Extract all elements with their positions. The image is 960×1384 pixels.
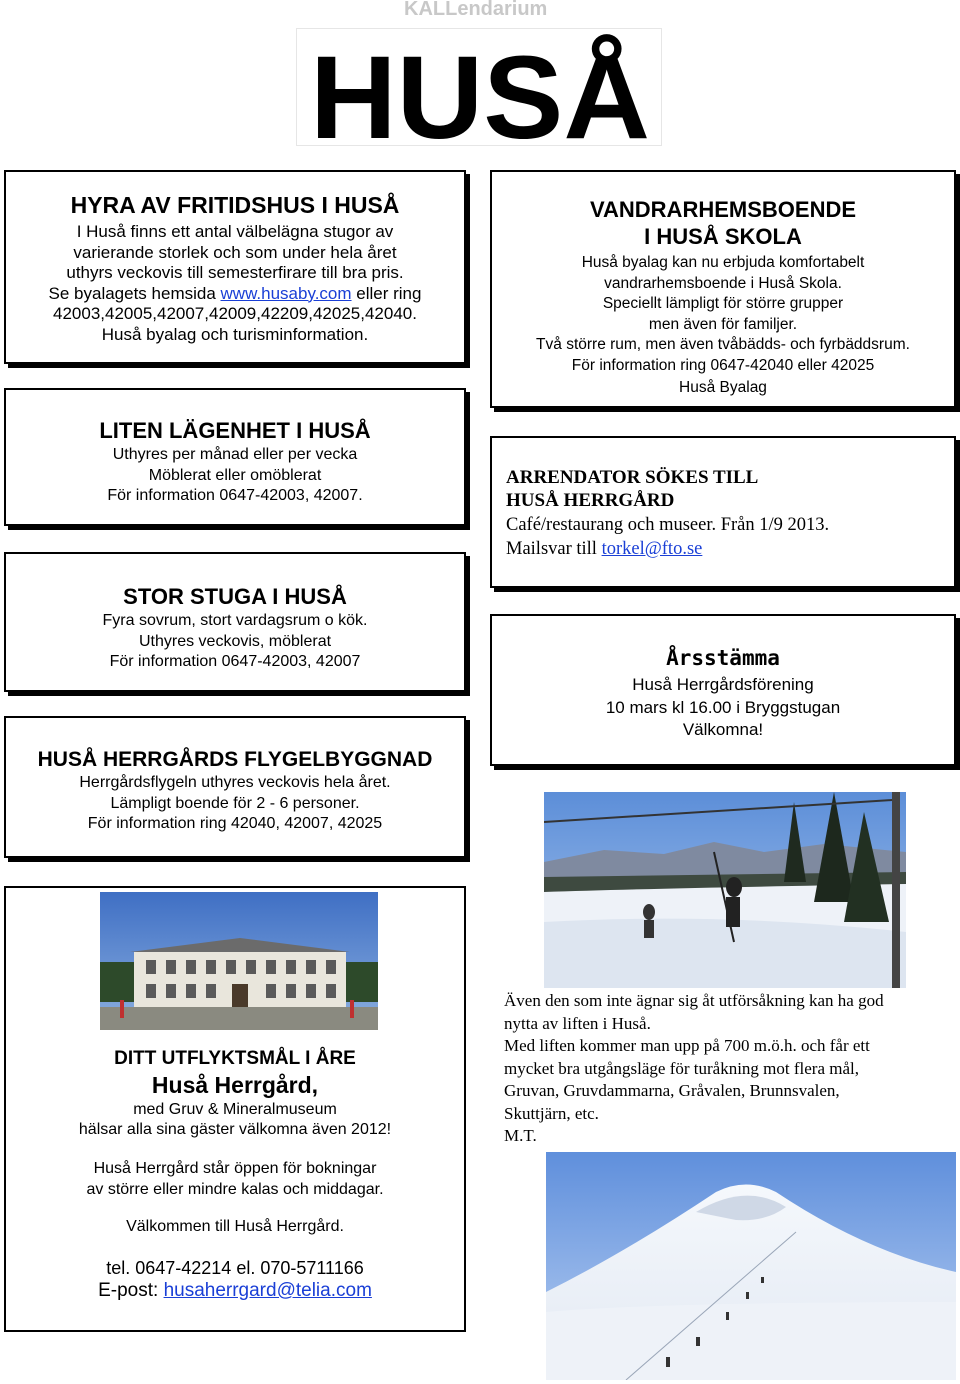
hyra-box <box>4 170 466 364</box>
torkel-email-link[interactable]: torkel@fto.se <box>601 539 703 559</box>
arsstamma-title: Årsstämma <box>666 646 780 670</box>
herrgard-line4: av större eller mindre kalas och middagar. <box>86 1181 384 1198</box>
herrgard-name: Huså Herrgård, <box>151 1072 319 1098</box>
herrgard-line2: hälsar alla sina gäster välkomna även 2012! <box>78 1121 392 1138</box>
hyra-line6: Huså byalag och turisminformation. <box>101 324 369 344</box>
vandrar-line7: Huså Byalag <box>679 379 767 396</box>
arsstamma-line3: Välkomna! <box>682 720 764 739</box>
ski-text <box>504 990 884 1148</box>
liten-line3: För information 0647-42003, 42007. <box>107 487 363 504</box>
hyra-line4-text: Se byalagets hemsida <box>48 283 221 303</box>
ski-line3: Med liften kommer man upp på 700 m.ö.h. och får ett <box>504 1036 870 1055</box>
vandrar-title1: VANDRARHEMSBOENDE <box>589 197 857 222</box>
ski-line7: M.T. <box>504 1126 537 1145</box>
husaby-com-link[interactable]: com <box>319 283 352 303</box>
hyra-line2: varierande storlek och som under hela året <box>73 242 397 262</box>
flygel-line2: Lämpligt boende för 2 - 6 personer. <box>110 794 360 812</box>
herrgard-line1: med Gruv & Mineralmuseum <box>133 1101 337 1118</box>
ski-line5: Gruvan, Gruvdammarna, Gråvalen, Brunnsvalen, <box>504 1081 840 1100</box>
header-label: KALLendarium <box>404 0 548 20</box>
husa-logo <box>300 30 660 150</box>
liten-line2: Möblerat eller omöblerat <box>148 466 322 484</box>
vandrar-line5: Två större rum, men även tvåbädds- och fyrbäddsrum. <box>536 336 910 353</box>
mountain-photo <box>546 1152 956 1380</box>
hyra-title: HYRA AV FRITIDSHUS I HUSÅ <box>70 192 400 218</box>
herrgard-email-label: E-post: <box>98 1280 164 1301</box>
stuga-box <box>4 552 466 692</box>
stuga-line3: För information 0647-42003, 42007 <box>109 653 361 670</box>
hyra-line4 <box>6 284 464 305</box>
herrgard-line3: Huså Herrgård står öppen för bokningar <box>93 1160 377 1177</box>
hyra-line3: uthyrs veckovis till semesterfirare till bra pris. <box>66 263 404 282</box>
arrendator-line1: Café/restaurang och museer. Från 1/9 2013. <box>506 515 830 535</box>
ski-line1: Även den som inte ägnar sig åt utförsåkning kan ha god <box>504 991 884 1010</box>
hyra-line5: 42003,42005,42007,42009,42209,42025,42040. <box>53 304 417 323</box>
liten-line1: Uthyres per månad eller per vecka <box>112 446 358 463</box>
hyra-line1: I Huså finns ett antal välbelägna stugor av <box>76 222 394 241</box>
herrgard-email <box>6 1280 464 1302</box>
herrgard-tel: tel. 0647-42214 el. 070-5711166 <box>106 1258 364 1278</box>
flygel-line1: Herrgårdsflygeln uthyres veckovis hela året. <box>79 774 391 791</box>
arrendator-box <box>490 436 956 588</box>
vandrar-line6: För information ring 0647-42040 eller 42025 <box>571 356 875 374</box>
stuga-line2: Uthyres veckovis, möblerat <box>138 632 332 650</box>
husaby-link[interactable]: www.husaby. <box>220 283 320 303</box>
arrendator-line2 <box>506 537 954 561</box>
flygel-box <box>4 716 466 858</box>
stuga-title: STOR STUGA I HUSÅ <box>123 584 347 609</box>
ski-line6: Skuttjärn, etc. <box>504 1103 599 1123</box>
liten-box <box>4 388 466 526</box>
arrendator-title2: HUSÅ HERRGÅRD <box>506 490 675 511</box>
herrgard-title: DITT UTFLYKTSMÅL I ÅRE <box>114 1048 356 1069</box>
vandrar-line2: vandrarhemsboende i Huså Skola. <box>604 274 842 292</box>
herrgard-photo <box>100 892 378 1030</box>
herrgard-line5: Välkommen till Huså Herrgård. <box>126 1218 344 1235</box>
ski-line2: nytta av liften i Huså. <box>504 1013 651 1033</box>
vandrar-line3: Speciellt lämpligt för större grupper <box>602 295 844 312</box>
herrgard-email-link[interactable]: husaherrgard@telia.com <box>163 1280 372 1301</box>
vandrar-box <box>490 170 956 408</box>
flygel-title: HUSÅ HERRGÅRDS FLYGELBYGGNAD <box>37 748 433 771</box>
vandrar-line1: Huså byalag kan nu erbjuda komfortabelt <box>581 254 865 271</box>
arsstamma-line1: Huså Herrgårdsförening <box>632 675 814 694</box>
arsstamma-box <box>490 614 956 766</box>
flygel-line3: För information ring 42040, 42007, 42025 <box>87 815 383 832</box>
ski-line4: mycket bra utgångsläge för turåkning mot flera mål, <box>504 1058 859 1078</box>
hyra-line4-post: eller ring <box>351 283 422 303</box>
logo-text: HUSÅ <box>310 32 650 150</box>
herrgard-box <box>4 886 466 1332</box>
liten-title: LITEN LÄGENHET I HUSÅ <box>99 418 371 443</box>
arsstamma-line2: 10 mars kl 16.00 i Bryggstugan <box>605 697 841 717</box>
arrendator-mail-label: Mailsvar till <box>506 539 602 559</box>
stuga-line1: Fyra sovrum, stort vardagsrum o kök. <box>102 612 368 629</box>
ski-lift-photo <box>544 792 906 988</box>
vandrar-line4: men även för familjer. <box>648 315 798 333</box>
arrendator-title1: ARRENDATOR SÖKES TILL <box>506 467 759 488</box>
vandrar-title2: I HUSÅ SKOLA <box>644 224 802 249</box>
